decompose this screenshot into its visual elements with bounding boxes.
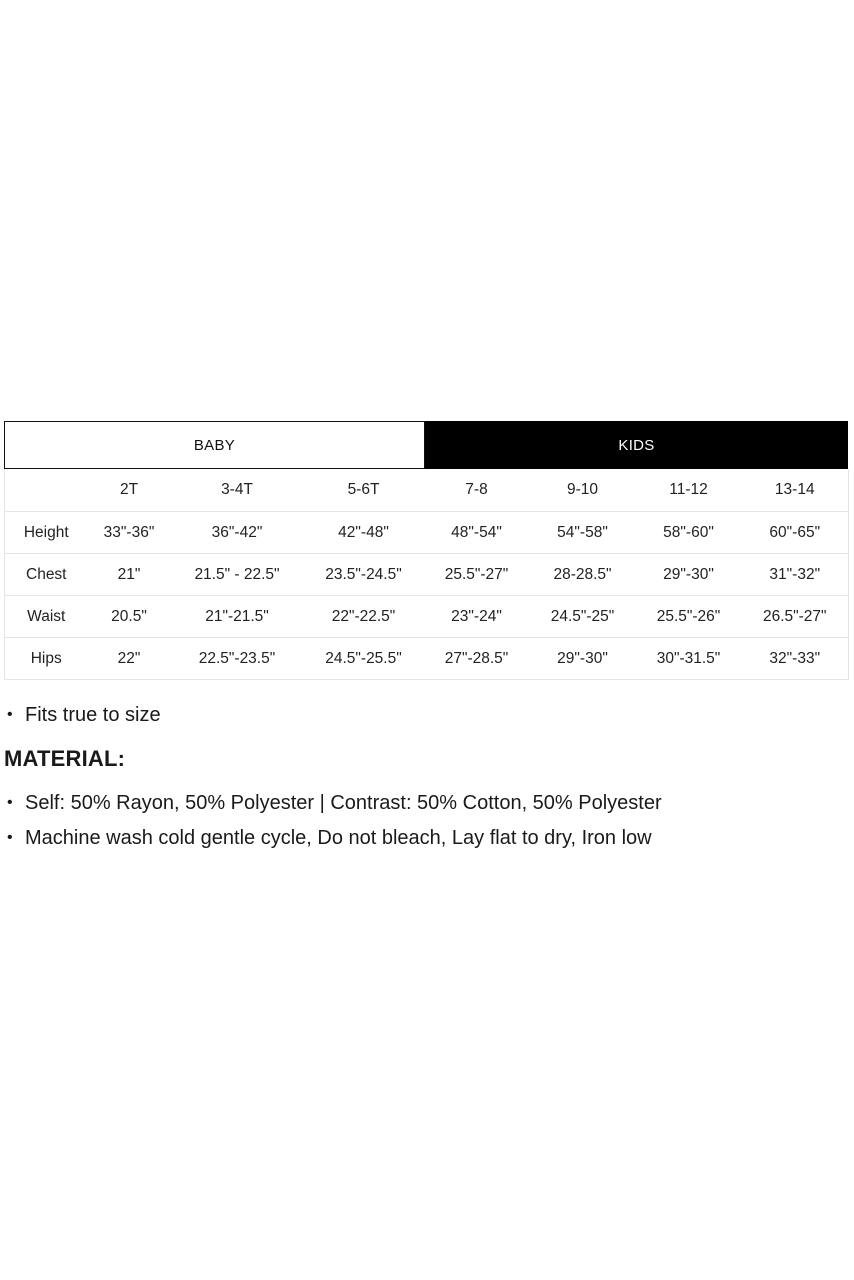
table-cell: 22.5"-23.5" — [171, 638, 304, 680]
table-cell: 54"-58" — [530, 512, 636, 554]
size-chart — [4, 421, 848, 680]
table-cell: 27"-28.5" — [424, 638, 530, 680]
table-cell: 32"-33" — [742, 638, 849, 680]
bullet-icon: • — [7, 794, 13, 811]
table-cell: 26.5"-27" — [742, 596, 849, 638]
list-item — [4, 823, 844, 853]
size-header-cell: 5-6T — [304, 469, 424, 512]
product-notes — [4, 700, 844, 858]
table-cell: 31"-32" — [742, 554, 849, 596]
fit-notes-list — [4, 700, 844, 730]
tab-baby[interactable]: BABY — [4, 421, 425, 469]
row-label: Chest — [5, 554, 88, 596]
table-cell: 22" — [88, 638, 171, 680]
table-cell: 29"-30" — [530, 638, 636, 680]
header-corner-cell — [5, 469, 88, 512]
table-cell: 23.5"-24.5" — [304, 554, 424, 596]
table-row-chest — [5, 554, 849, 596]
table-cell: 28-28.5" — [530, 554, 636, 596]
table-cell: 48"-54" — [424, 512, 530, 554]
bullet-icon: • — [7, 706, 13, 723]
table-cell: 21.5" - 22.5" — [171, 554, 304, 596]
size-header-cell: 2T — [88, 469, 171, 512]
table-cell: 20.5" — [88, 596, 171, 638]
table-cell: 21" — [88, 554, 171, 596]
row-label: Waist — [5, 596, 88, 638]
fit-note-text: Fits true to size — [25, 704, 161, 726]
table-cell: 60"-65" — [742, 512, 849, 554]
table-cell: 58"-60" — [636, 512, 742, 554]
table-row-height — [5, 512, 849, 554]
table-cell: 23"-24" — [424, 596, 530, 638]
size-header-cell: 7-8 — [424, 469, 530, 512]
tab-kids[interactable]: KIDS — [425, 421, 848, 469]
table-cell: 25.5"-26" — [636, 596, 742, 638]
size-header-row — [5, 469, 849, 512]
table-cell: 42"-48" — [304, 512, 424, 554]
row-label: Hips — [5, 638, 88, 680]
table-cell: 25.5"-27" — [424, 554, 530, 596]
table-cell: 24.5"-25.5" — [304, 638, 424, 680]
list-item — [4, 788, 844, 818]
list-item — [4, 700, 844, 730]
size-header-cell: 13-14 — [742, 469, 849, 512]
size-header-cell: 9-10 — [530, 469, 636, 512]
table-cell: 21"-21.5" — [171, 596, 304, 638]
bullet-icon: • — [7, 829, 13, 846]
row-label: Height — [5, 512, 88, 554]
table-cell: 33"-36" — [88, 512, 171, 554]
size-category-tabs — [4, 421, 848, 469]
table-row-hips — [5, 638, 849, 680]
size-header-cell: 11-12 — [636, 469, 742, 512]
table-cell: 24.5"-25" — [530, 596, 636, 638]
material-item-text: Self: 50% Rayon, 50% Polyester | Contrast: 50% Cotton, 50% Polyester — [25, 792, 662, 814]
material-list — [4, 788, 844, 853]
care-item-text: Machine wash cold gentle cycle, Do not bleach, Lay flat to dry, Iron low — [25, 827, 652, 849]
material-heading: MATERIAL: — [4, 746, 126, 771]
table-cell: 36"-42" — [171, 512, 304, 554]
size-header-cell: 3-4T — [171, 469, 304, 512]
table-cell: 29"-30" — [636, 554, 742, 596]
table-row-waist — [5, 596, 849, 638]
table-cell: 22"-22.5" — [304, 596, 424, 638]
table-cell: 30"-31.5" — [636, 638, 742, 680]
size-table — [4, 469, 849, 680]
